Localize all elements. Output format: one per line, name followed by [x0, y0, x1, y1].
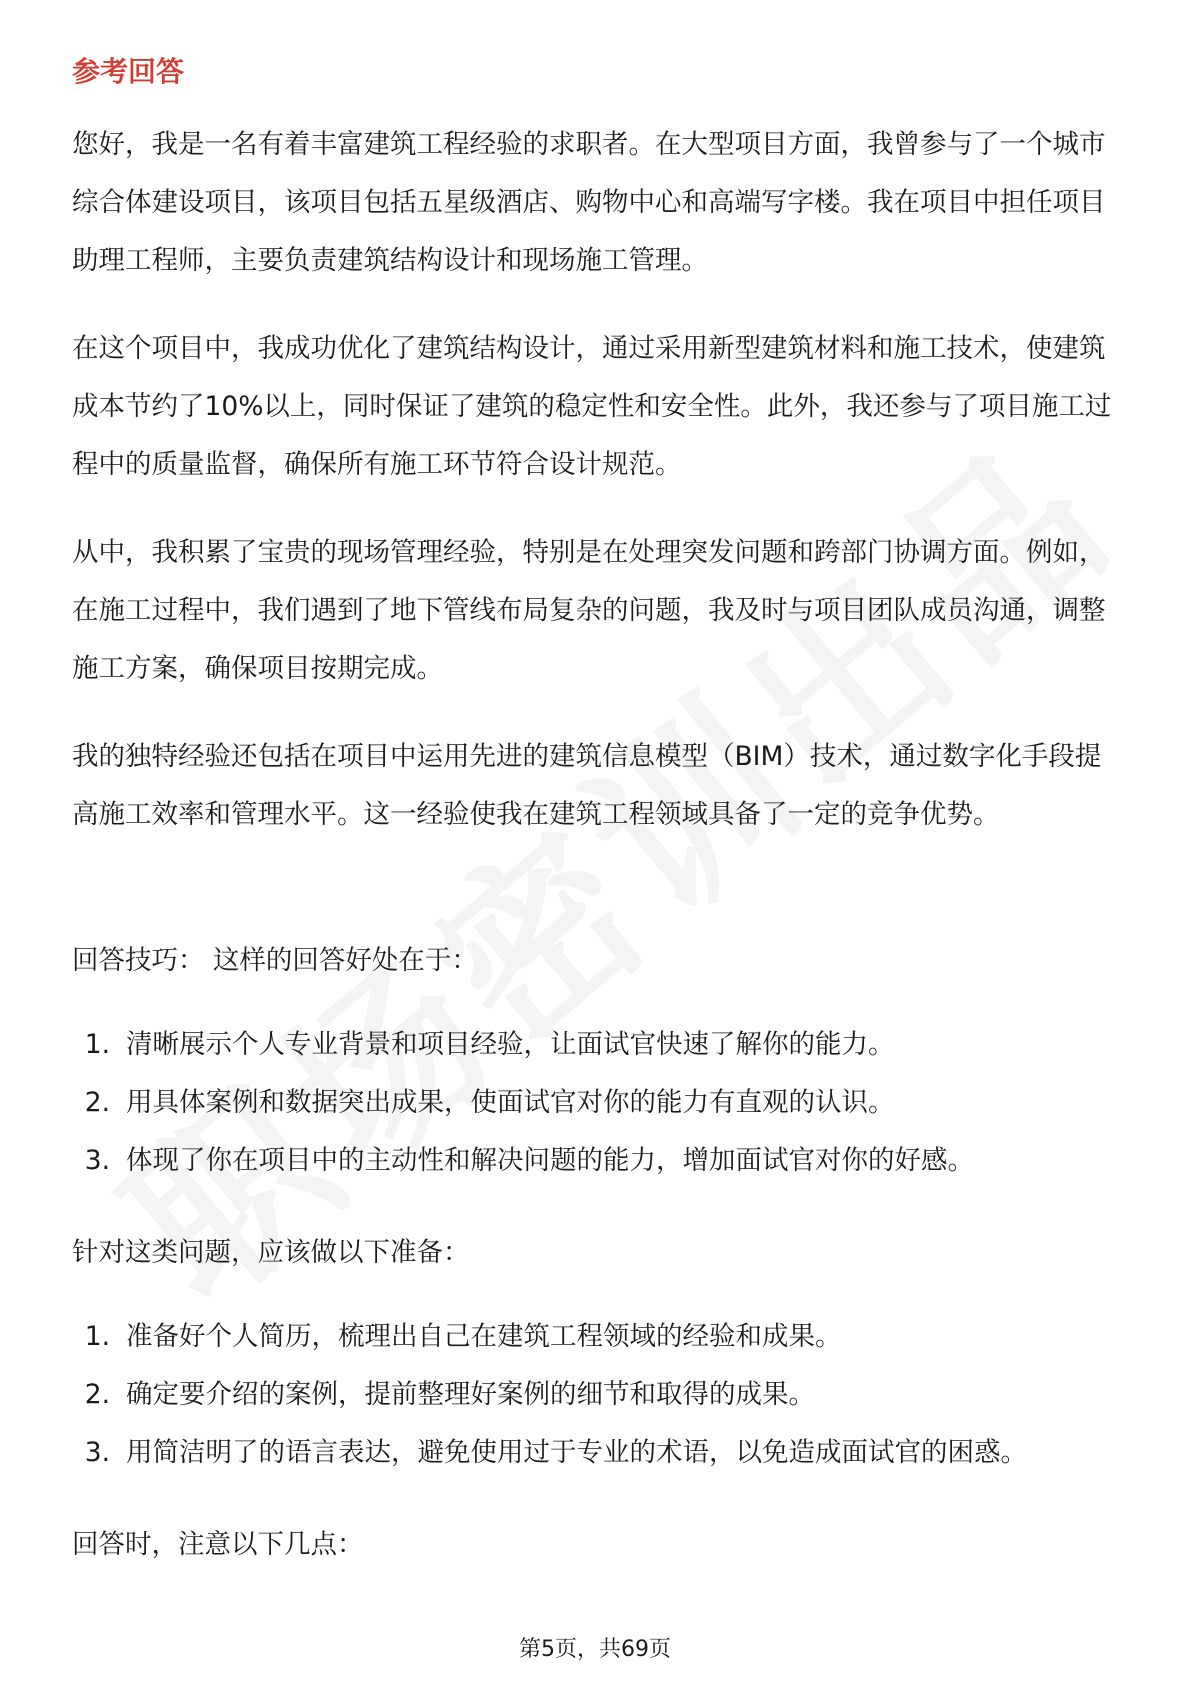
list-item [72, 1074, 1118, 1132]
tips-label: 回答技巧： 这样的回答好处在于： [72, 945, 478, 976]
list-number: 3. [84, 1145, 110, 1176]
prep-list [72, 1308, 1118, 1482]
prep-label: 针对这类问题，应该做以下准备： [72, 1237, 470, 1268]
list-item [72, 1132, 1118, 1190]
list-text: 用具体案例和数据突出成果，使面试官对你的能力有直观的认识。 [126, 1087, 895, 1118]
answer-paragraph-1: 您好，我是一名有着丰富建筑工程经验的求职者。在大型项目方面，我曾参与了一个城市综合体建设项目，该项目包括五星级酒店、购物中心和高端写字楼。我在项目中担任项目助理工程师，主要负责建筑结构设计和现场施工管理。 [72, 129, 1106, 276]
list-text: 体现了你在项目中的主动性和解决问题的能力，增加面试官对你的好感。 [126, 1145, 974, 1176]
list-number: 1. [84, 1321, 110, 1352]
answer-paragraph-2: 在这个项目中，我成功优化了建筑结构设计，通过采用新型建筑材料和施工技术，使建筑成本节约了10%以上，同时保证了建筑的稳定性和安全性。此外，我还参与了项目施工过程中的质量监督，确保所有施工环节符合设计规范。 [72, 333, 1112, 480]
list-text: 准备好个人简历，梳理出自己在建筑工程领域的经验和成果。 [126, 1321, 842, 1352]
list-number: 1. [84, 1029, 110, 1060]
list-number: 2. [84, 1379, 110, 1410]
tips-list [72, 1016, 1118, 1190]
page-footer: 第5页，共69页 [519, 1637, 671, 1662]
list-number: 2. [84, 1087, 110, 1118]
list-item [72, 1016, 1118, 1074]
list-item [72, 1366, 1118, 1424]
list-text: 清晰展示个人专业背景和项目经验，让面试官快速了解你的能力。 [126, 1029, 895, 1060]
list-number: 3. [84, 1437, 110, 1468]
answer-paragraph-4: 我的独特经验还包括在项目中运用先进的建筑信息模型（BIM）技术，通过数字化手段提高施工效率和管理水平。这一经验使我在建筑工程领域具备了一定的竞争优势。 [72, 741, 1102, 830]
section-heading: 参考回答 [72, 55, 185, 88]
list-item [72, 1424, 1118, 1482]
list-text: 用简洁明了的语言表达，避免使用过于专业的术语，以免造成面试官的困惑。 [126, 1437, 1027, 1468]
note-label: 回答时，注意以下几点： [72, 1529, 364, 1560]
list-text: 确定要介绍的案例，提前整理好案例的细节和取得的成果。 [126, 1379, 815, 1410]
answer-paragraph-3: 从中，我积累了宝贵的现场管理经验，特别是在处理突发问题和跨部门协调方面。例如，在施工过程中，我们遇到了地下管线布局复杂的问题，我及时与项目团队成员沟通，调整施工方案，确保项目按期完成。 [72, 537, 1106, 684]
list-item [72, 1308, 1118, 1366]
